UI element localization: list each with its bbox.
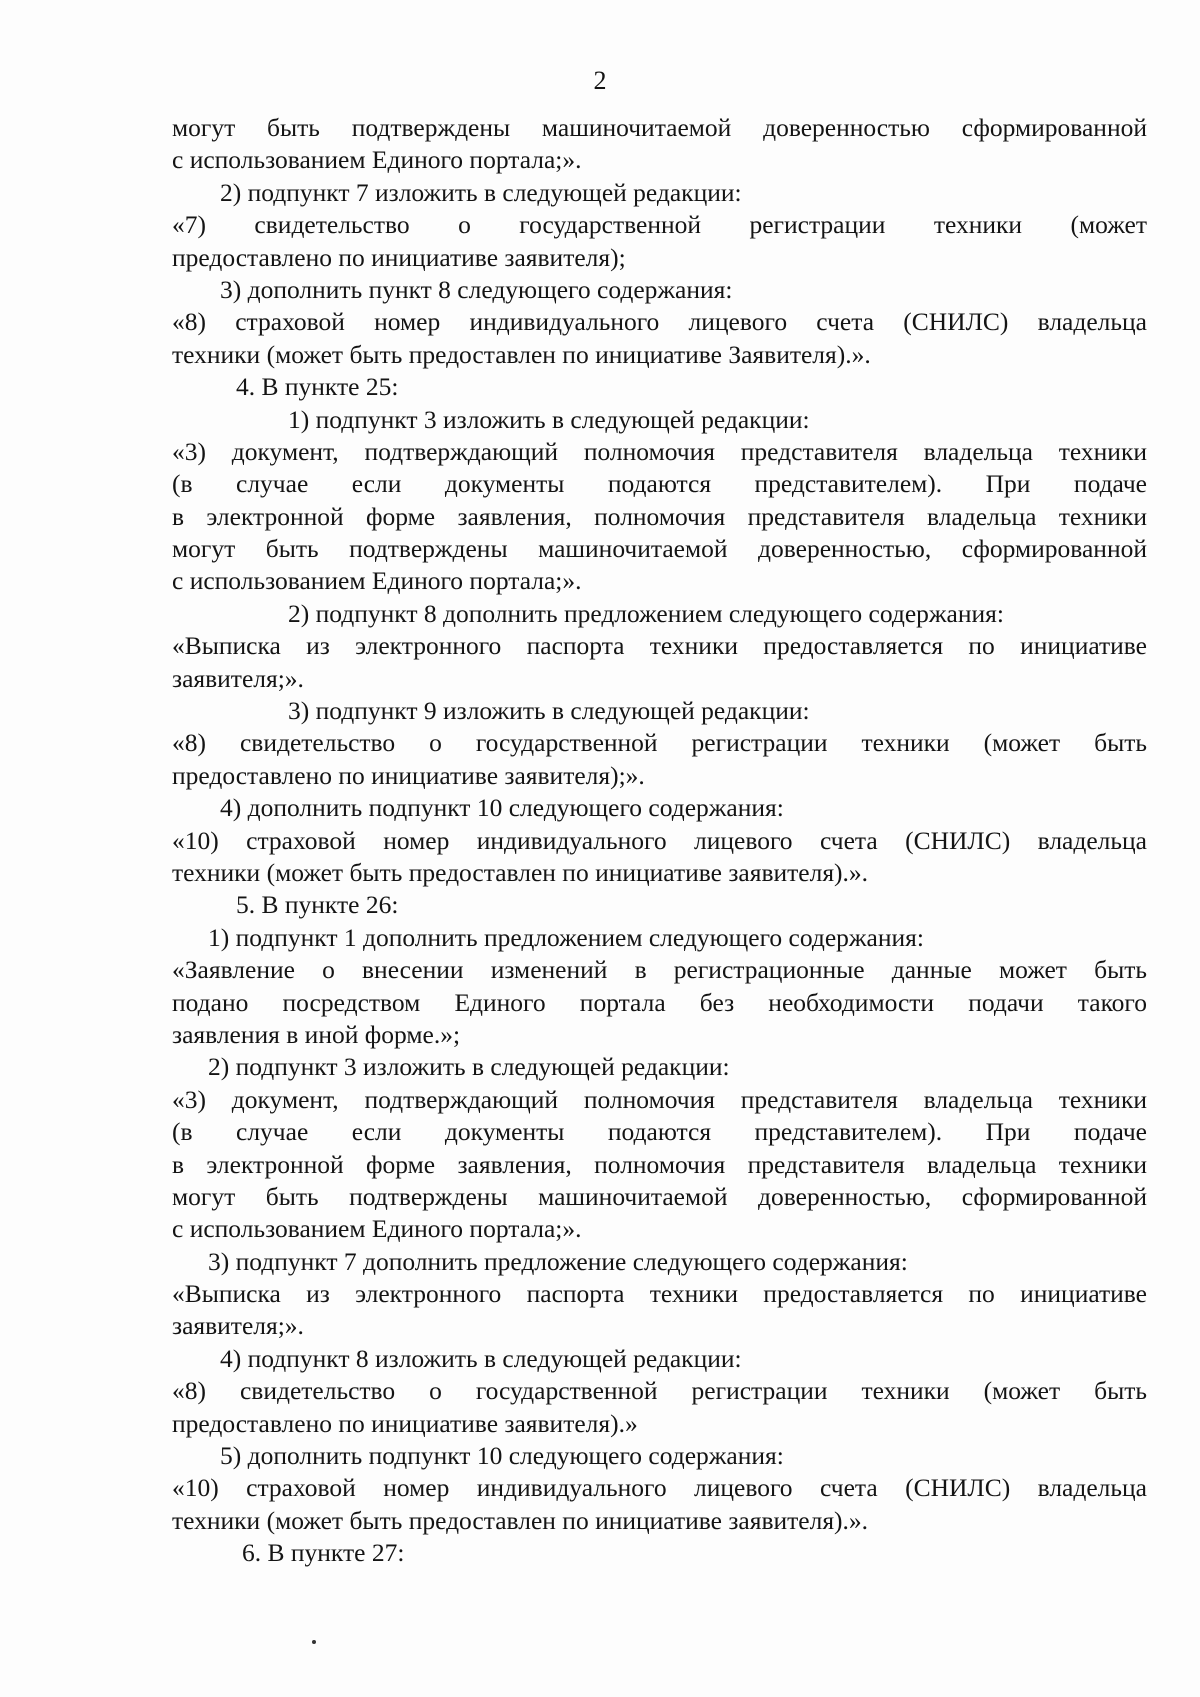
text-line: могут быть подтверждены машиночитаемой доверенностью, сформированной: [172, 534, 1147, 564]
text-line: «Выписка из электронного паспорта техники предоставляется по инициативе: [172, 1279, 1147, 1309]
text-line: 6. В пункте 27:: [242, 1538, 405, 1568]
text-line: техники (может быть предоставлен по инициативе Заявителя).».: [172, 339, 871, 369]
document-body: [172, 112, 1147, 1570]
text-line: предоставлено по инициативе заявителя);».: [172, 760, 645, 790]
text-line: «7) свидетельство о государственной регистрации техники (может: [172, 210, 1147, 240]
text-line: «8) страховой номер индивидуального лицевого счета (СНИЛС) владельца: [172, 307, 1147, 337]
text-line: в электронной форме заявления, полномочия представителя владельца техники: [172, 501, 1147, 531]
text-line: 5. В пункте 26:: [236, 890, 399, 920]
text-line: «3) документ, подтверждающий полномочия представителя владельца техники: [172, 1084, 1147, 1114]
text-line: «Выписка из электронного паспорта техники предоставляется по инициативе: [172, 631, 1147, 661]
text-line: 1) подпункт 1 дополнить предложением следующего содержания:: [208, 922, 924, 952]
text-line: 2) подпункт 3 изложить в следующей редакции:: [208, 1052, 730, 1082]
text-line: в электронной форме заявления, полномочия представителя владельца техники: [172, 1149, 1147, 1179]
text-line: могут быть подтверждены машиночитаемой доверенностью, сформированной: [172, 1181, 1147, 1211]
text-line: 2) подпункт 7 изложить в следующей редакции:: [220, 177, 742, 207]
text-line: 3) дополнить пункт 8 следующего содержания:: [220, 274, 733, 304]
text-line: с использованием Единого портала;».: [172, 145, 582, 175]
text-line: с использованием Единого портала;».: [172, 566, 582, 596]
text-line: 5) дополнить подпункт 10 следующего содержания:: [220, 1441, 784, 1471]
text-line: 1) подпункт 3 изложить в следующей редакции:: [288, 404, 810, 434]
text-line: «8) свидетельство о государственной регистрации техники (может быть: [172, 728, 1147, 758]
text-line: 4) дополнить подпункт 10 следующего содержания:: [220, 793, 784, 823]
text-line: заявления в иной форме.»;: [172, 1019, 461, 1049]
text-line: 3) подпункт 9 изложить в следующей редакции:: [288, 696, 810, 726]
text-line: подано посредством Единого портала без необходимости подачи такого: [172, 987, 1147, 1017]
text-line: могут быть подтверждены машиночитаемой доверенностью сформированной: [172, 113, 1147, 142]
text-line: техники (может быть предоставлен по инициативе заявителя).».: [172, 1505, 869, 1535]
text-line: заявителя;».: [172, 663, 304, 693]
scan-speck: [312, 1640, 316, 1644]
text-line: «10) страховой номер индивидуального лицевого счета (СНИЛС) владельца: [172, 1473, 1147, 1503]
text-line: 2) подпункт 8 дополнить предложением следующего содержания:: [288, 598, 1004, 628]
text-line: 4) подпункт 8 изложить в следующей редакции:: [220, 1343, 742, 1373]
text-line: (в случае если документы подаются представителем). При подаче: [172, 469, 1147, 499]
text-line: «Заявление о внесении изменений в регистрационные данные может быть: [172, 955, 1147, 985]
text-line: «3) документ, подтверждающий полномочия представителя владельца техники: [172, 436, 1147, 466]
text-line: с использованием Единого портала;».: [172, 1214, 582, 1244]
text-line: техники (может быть предоставлен по инициативе заявителя).».: [172, 857, 869, 887]
text-line: предоставлено по инициативе заявителя).»: [172, 1408, 638, 1438]
page-number: 2: [593, 66, 607, 95]
text-line: заявителя;».: [172, 1311, 304, 1341]
text-line: 3) подпункт 7 дополнить предложение следующего содержания:: [208, 1246, 908, 1276]
text-line: (в случае если документы подаются представителем). При подаче: [172, 1117, 1147, 1147]
text-line: предоставлено по инициативе заявителя);: [172, 242, 626, 272]
text-line: 4. В пункте 25:: [236, 372, 399, 402]
text-line: «10) страховой номер индивидуального лицевого счета (СНИЛС) владельца: [172, 825, 1147, 855]
text-line: «8) свидетельство о государственной регистрации техники (может быть: [172, 1376, 1147, 1406]
